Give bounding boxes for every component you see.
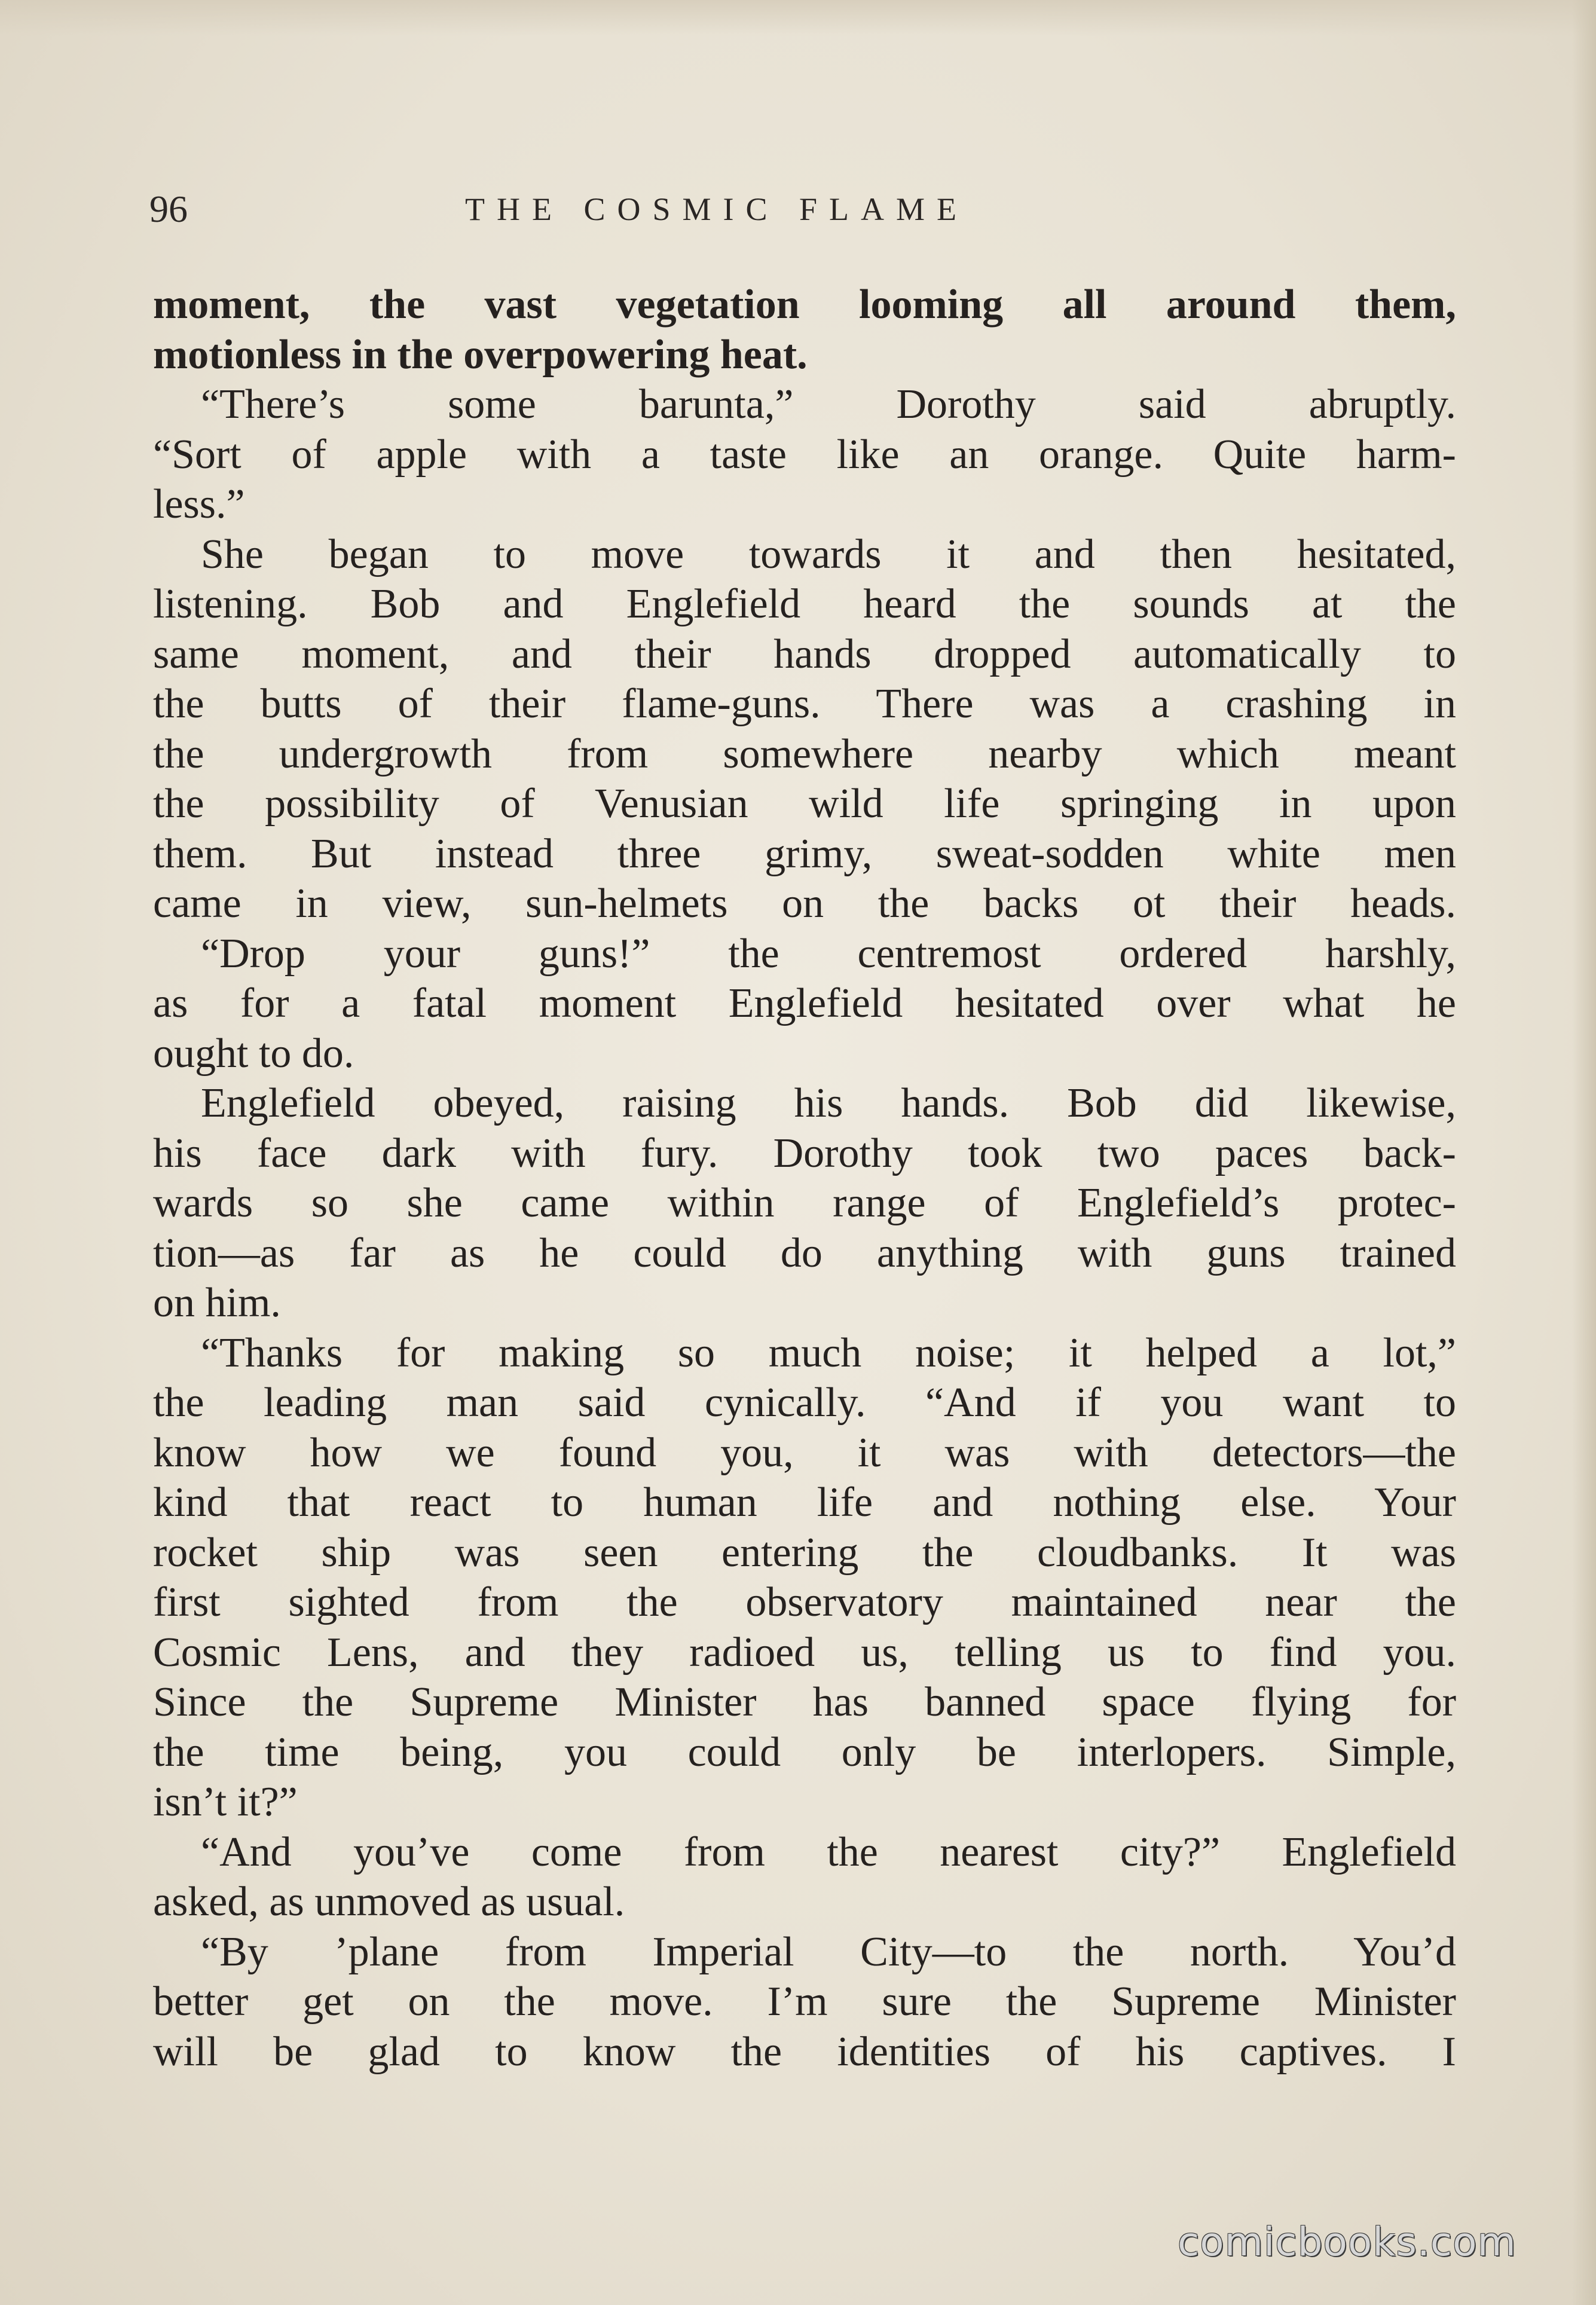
text-line: rocket ship was seen entering the cloudbanks. It was [153,1529,1456,1576]
text-line: the undergrowth from somewhere nearby which meant [153,730,1456,777]
text-line: “And you’ve come from the nearest city?” Englefield [201,1829,1456,1875]
watermark: comicbooks.com [1178,2219,1516,2265]
text-line: wards so she came within range of Englefield’s protec- [153,1180,1456,1226]
text-line: tion—as far as he could do anything with guns trained [153,1230,1456,1276]
text-line: the leading man said cynically. “And if you want to [153,1380,1456,1426]
text-line: better get on the move. I’m sure the Supreme Minister [153,1979,1456,2025]
text-line: as for a fatal moment Englefield hesitated over what he [153,980,1456,1026]
text-line: She began to move towards it and then hesitated, [201,531,1456,577]
text-line: motionless in the overpowering heat. [153,331,808,378]
text-line: know how we found you, it was with detectors—the [153,1429,1456,1476]
page-top-shadow [0,0,1596,36]
text-line: first sighted from the observatory maintained near the [153,1579,1456,1625]
text-line: “Drop your guns!” the centremost ordered harshly, [201,930,1456,977]
text-line: asked, as unmoved as usual. [153,1879,625,1925]
text-line: Englefield obeyed, raising his hands. Bob did likewise, [201,1080,1456,1126]
text-line: will be glad to know the identities of his captives. I [153,2028,1456,2075]
text-line: “There’s some barunta,” Dorothy said abruptly. [201,381,1456,427]
text-line: the possibility of Venusian wild life springing in upon [153,781,1456,827]
running-title: THE COSMIC FLAME [465,191,969,227]
page-right-shadow [1572,0,1596,2305]
text-line: isn’t it?” [153,1779,298,1825]
text-line: “By ’plane from Imperial City—to the north. You’d [201,1928,1456,1975]
text-line: “Sort of apple with a taste like an orange. Quite harm- [153,431,1456,478]
running-head [149,182,1166,236]
text-line: ought to do. [153,1030,354,1077]
body-text [153,280,1456,2077]
text-line: moment, the vast vegetation looming all around them, [153,282,1456,328]
text-line: on him. [153,1280,281,1326]
text-line: his face dark with fury. Dorothy took two paces back- [153,1130,1456,1176]
page-number: 96 [149,188,188,230]
text-line: same moment, and their hands dropped automatically to [153,631,1456,677]
text-line: listening. Bob and Englefield heard the sounds at the [153,581,1456,627]
text-line: the butts of their flame-guns. There was a crashing in [153,681,1456,727]
text-line: the time being, you could only be interlopers. Simple, [153,1729,1456,1775]
text-line: Since the Supreme Minister has banned space flying for [153,1679,1456,1725]
text-line: kind that react to human life and nothing else. Your [153,1479,1456,1526]
text-line: Cosmic Lens, and they radioed us, telling us to find you. [153,1629,1456,1676]
text-line: “Thanks for making so much noise; it helped a lot,” [201,1329,1456,1376]
text-line: came in view, sun-helmets on the backs ot their heads. [153,881,1456,927]
text-line: them. But instead three grimy, sweat-sodden white men [153,830,1456,877]
text-line: less.” [153,481,245,527]
